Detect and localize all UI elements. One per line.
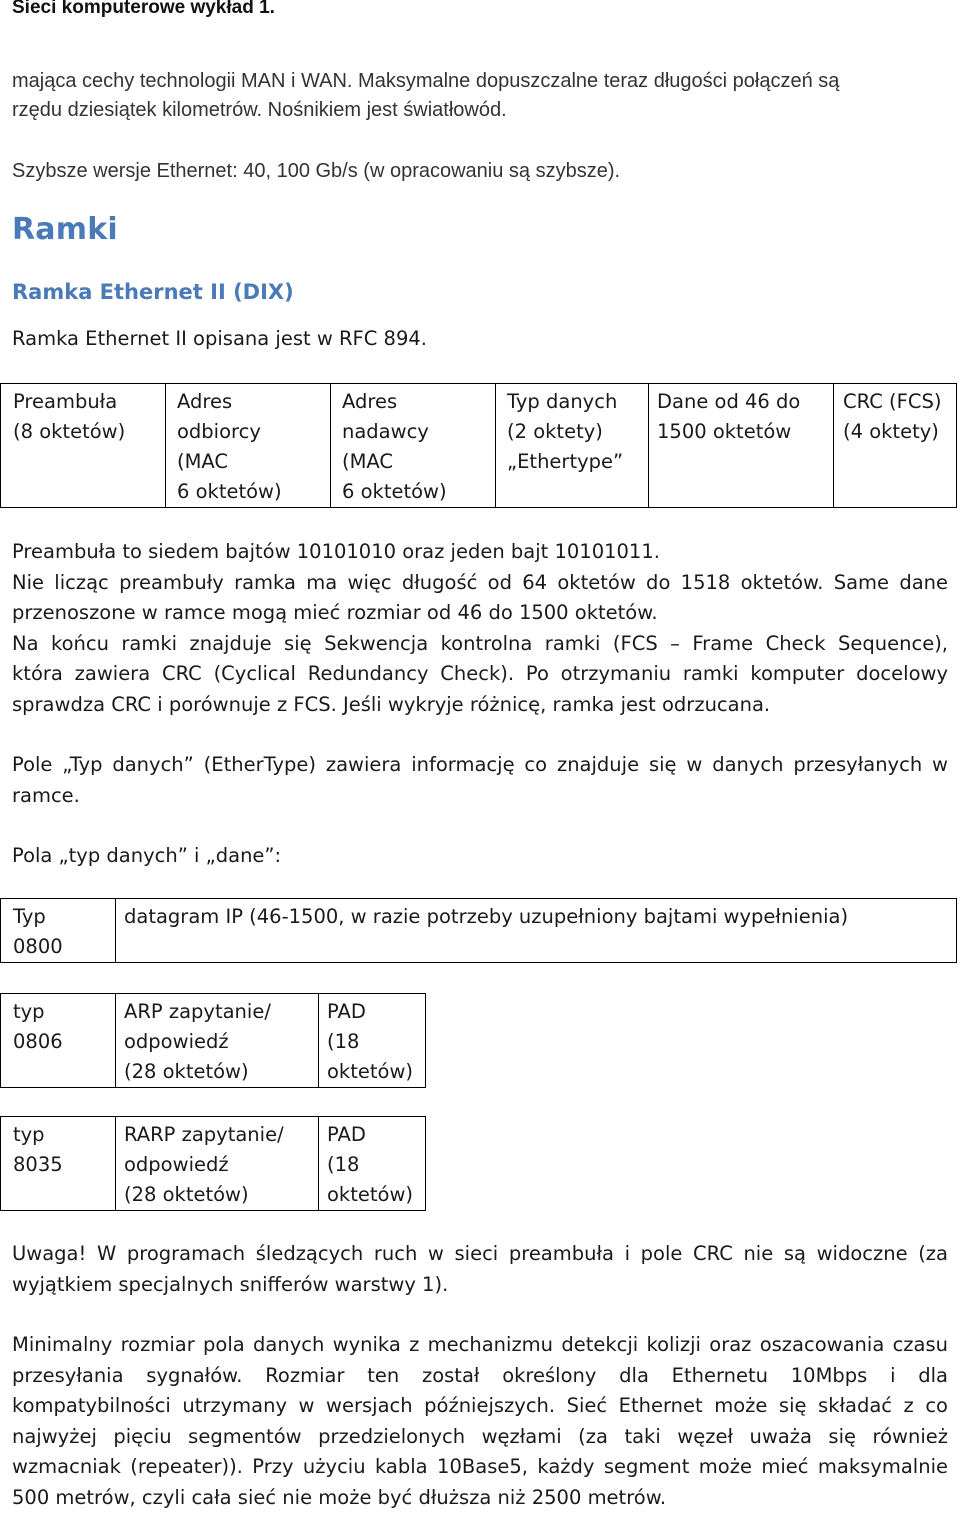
- cell-line: typ: [13, 1120, 115, 1150]
- frame-cell-source: [331, 384, 496, 508]
- cell-line: 0806: [13, 1027, 115, 1057]
- text-line: przesyłania sygnałów. Rozmiar ten został określony dla Ethernetu 10Mbps i dla: [12, 1361, 948, 1392]
- type-cell: [1, 1117, 116, 1211]
- text-line: sprawdza CRC i porównuje z FCS. Jeśli wykryje różnicę, ramka jest odrzucana.: [12, 690, 948, 721]
- type-row: [1, 1117, 426, 1211]
- frame-structure-table: [0, 383, 957, 508]
- fields-caption: Pola „typ danych” i „dane”:: [12, 841, 281, 872]
- cell-line: odpowiedź: [124, 1150, 318, 1180]
- cell-line: (18: [327, 1027, 425, 1057]
- frame-structure-row: [1, 384, 957, 508]
- text-line: kompatybilności utrzymany w wersjach późniejszych. Sieć Ethernet może się składać z co: [12, 1391, 948, 1422]
- speeds-note: Szybsze wersje Ethernet: 40, 100 Gb/s (w opracowaniu są szybsze).: [12, 160, 620, 183]
- type-0806-table: [0, 993, 426, 1088]
- text-line: 500 metrów, czyli cała sieć nie może być dłuższa niż 2500 metrów.: [12, 1483, 948, 1513]
- text-line: Preambuła to siedem bajtów 10101010 oraz jeden bajt 10101011.: [12, 537, 948, 568]
- intro-line-2: rzędu dziesiątek kilometrów. Nośnikiem jest światłowód.: [12, 99, 507, 122]
- text-line: Uwaga! W programach śledzących ruch w sieci preambuła i pole CRC nie są widoczne (za: [12, 1239, 948, 1270]
- type-row: [1, 899, 957, 963]
- text-line: ramce.: [12, 781, 948, 812]
- text-line: wyjątkiem specjalnych snifferów warstwy 1).: [12, 1270, 948, 1301]
- text-line: Minimalny rozmiar pola danych wynika z mechanizmu detekcji kolizji oraz oszacowania czasu: [12, 1330, 948, 1361]
- frame-description: [12, 537, 948, 720]
- cell-line: typ: [13, 997, 115, 1027]
- cell-line: Adres: [177, 387, 330, 417]
- cell-line: (MAC: [342, 447, 495, 477]
- cell-line: PAD: [327, 1120, 425, 1150]
- cell-line: nadawcy: [342, 417, 495, 447]
- text-line: która zawiera CRC (Cyclical Redundancy Check). Po otrzymaniu ramki komputer docelowy: [12, 659, 948, 690]
- document-title: Sieci komputerowe wykład 1.: [12, 0, 275, 19]
- cell-line: oktetów): [327, 1057, 425, 1087]
- cell-line: odbiorcy: [177, 417, 330, 447]
- section-subheading: Ramka Ethernet II (DIX): [12, 280, 294, 304]
- frame-cell-destination: [166, 384, 331, 508]
- text-line: Nie licząc preambuły ramka ma więc długość od 64 oktetów do 1518 oktetów. Same dane: [12, 568, 948, 599]
- cell-line: oktetów): [327, 1180, 425, 1210]
- cell-line: (MAC: [177, 447, 330, 477]
- pad-cell: [319, 994, 426, 1088]
- data-cell: [116, 899, 957, 963]
- cell-line: 8035: [13, 1150, 115, 1180]
- section-heading: Ramki: [12, 212, 118, 247]
- warning-note: [12, 1239, 948, 1300]
- frame-cell-data: [649, 384, 834, 508]
- cell-line: 6 oktetów): [177, 477, 330, 507]
- cell-line: odpowiedź: [124, 1027, 318, 1057]
- type-0800-table: [0, 898, 957, 963]
- data-cell: [116, 1117, 319, 1211]
- minimum-size-explanation: [12, 1330, 948, 1513]
- intro-line-1: mająca cechy technologii MAN i WAN. Maksymalne dopuszczalne teraz długości połączeń są: [12, 70, 839, 93]
- cell-line: Adres: [342, 387, 495, 417]
- cell-line: PAD: [327, 997, 425, 1027]
- cell-line: 6 oktetów): [342, 477, 495, 507]
- cell-line: Dane od 46 do: [657, 387, 833, 417]
- cell-line: 1500 oktetów: [657, 417, 833, 447]
- cell-line: 0800: [13, 932, 115, 962]
- cell-line: (4 oktety): [843, 417, 956, 447]
- type-cell: [1, 899, 116, 963]
- cell-line: (28 oktetów): [124, 1180, 318, 1210]
- cell-line: RARP zapytanie/: [124, 1120, 318, 1150]
- rfc-note: Ramka Ethernet II opisana jest w RFC 894.: [12, 324, 427, 355]
- cell-line: (18: [327, 1150, 425, 1180]
- data-cell: [116, 994, 319, 1088]
- cell-line: (8 oktetów): [13, 417, 165, 447]
- type-row: [1, 994, 426, 1088]
- ethertype-description: [12, 750, 948, 811]
- frame-cell-type: [496, 384, 649, 508]
- frame-cell-crc: [834, 384, 957, 508]
- text-line: Na końcu ramki znajduje się Sekwencja kontrolna ramki (FCS – Frame Check Sequence),: [12, 629, 948, 660]
- text-line: przenoszone w ramce mogą mieć rozmiar od 46 do 1500 oktetów.: [12, 598, 948, 629]
- type-cell: [1, 994, 116, 1088]
- frame-cell-preamble: [1, 384, 166, 508]
- text-line: najwyżej pięciu segmentów przedzielonych węzłami (za taki węzeł uważa się również: [12, 1422, 948, 1453]
- cell-line: (2 oktety): [507, 417, 648, 447]
- text-line: Pole „Typ danych” (EtherType) zawiera informację co znajduje się w danych przesyłanych w: [12, 750, 948, 781]
- cell-line: Preambuła: [13, 387, 165, 417]
- cell-line: (28 oktetów): [124, 1057, 318, 1087]
- text-line: wzmacniak (repeater)). Przy użyciu kabla 10Base5, każdy segment może mieć maksymalnie: [12, 1452, 948, 1483]
- cell-line: Typ danych: [507, 387, 648, 417]
- cell-line: Typ: [13, 902, 115, 932]
- cell-line: CRC (FCS): [843, 387, 956, 417]
- pad-cell: [319, 1117, 426, 1211]
- cell-line: „Ethertype”: [507, 447, 648, 477]
- cell-line: ARP zapytanie/: [124, 997, 318, 1027]
- cell-line: datagram IP (46-1500, w razie potrzeby uzupełniony bajtami wypełnienia): [124, 902, 956, 932]
- type-8035-table: [0, 1116, 426, 1211]
